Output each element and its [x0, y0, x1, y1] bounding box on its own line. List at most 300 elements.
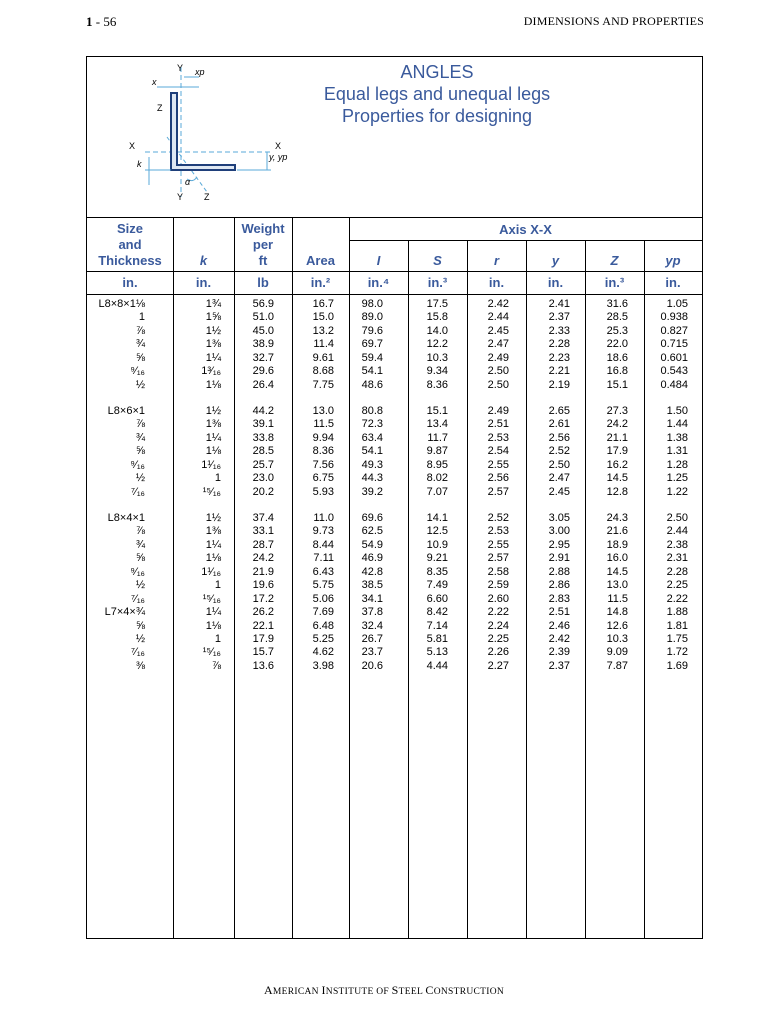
column-I [349, 298, 383, 392]
table-cell: 2.22 [487, 606, 509, 619]
table-cell: ½ [135, 378, 145, 391]
column-weight [234, 405, 274, 499]
table-cell: 38.5 [361, 579, 383, 592]
table-cell: ⅝ [135, 445, 145, 458]
table-cell: ⅞ [211, 659, 221, 672]
table-cell: 2.50 [548, 458, 570, 471]
unit-I: in.⁴ [367, 275, 390, 290]
table-cell: 98.0 [361, 298, 383, 310]
table-cell: 26.7 [361, 632, 383, 645]
table-cell: 32.7 [252, 351, 274, 364]
table-cell: 2.37 [548, 659, 570, 672]
table-cell: 2.56 [487, 472, 509, 485]
column-weight [234, 512, 274, 673]
column-size [89, 512, 145, 673]
table-cell: 49.3 [361, 458, 383, 471]
table-cell: 0.484 [660, 378, 688, 391]
table-cell: 8.02 [426, 472, 448, 485]
table-cell: 59.4 [361, 351, 383, 364]
unit-yp: in. [665, 275, 681, 290]
table-cell: 15.1 [426, 405, 448, 417]
table-cell: 28.5 [606, 311, 628, 324]
column-k [173, 298, 221, 392]
table-cell: 34.1 [361, 592, 383, 605]
table-cell: 7.07 [426, 485, 448, 498]
table-cell: 1½ [205, 512, 221, 524]
table-cell: 2.51 [487, 418, 509, 431]
column-size [89, 405, 145, 499]
unit-area: in.² [310, 275, 331, 290]
table-cell: 2.59 [487, 579, 509, 592]
header-k: k [199, 253, 208, 268]
table-cell: 27.3 [606, 405, 628, 417]
table-cell: 72.3 [361, 418, 383, 431]
column-Z [585, 405, 628, 499]
table-cell: 11.7 [427, 431, 448, 444]
table-cell: 1.69 [666, 659, 688, 672]
table-cell: 89.0 [361, 311, 383, 324]
table-cell: 1½ [205, 405, 221, 417]
table-cell: 11.5 [607, 592, 628, 605]
table-cell: 2.28 [548, 338, 570, 351]
table-cell: 8.95 [426, 458, 448, 471]
table-cell: 0.715 [660, 338, 688, 351]
title-line-1: ANGLES [400, 62, 474, 82]
table-cell: ⁹⁄₁₆ [130, 365, 145, 378]
table-cell: 2.55 [487, 458, 509, 471]
table-cell: 1³⁄₁₆ [201, 365, 221, 378]
running-head: DIMENSIONS AND PROPERTIES [523, 14, 704, 28]
header-I: I [376, 253, 381, 268]
table-cell: 2.21 [548, 365, 570, 378]
table-cell: 1¼ [205, 538, 221, 551]
table-cell: 23.7 [361, 646, 383, 659]
table-cell: 2.95 [548, 538, 570, 551]
table-cell: 2.25 [666, 579, 688, 592]
table-cell: 24.2 [606, 418, 628, 431]
table-cell: 0.827 [660, 324, 688, 337]
table-cell: 17.9 [252, 632, 274, 645]
table-cell: 2.49 [487, 351, 509, 364]
page-number: 1 - 56 [86, 14, 117, 29]
table-cell: 37.8 [361, 606, 383, 619]
column-I [349, 405, 383, 499]
diagram-label-z-bottom: Z [204, 192, 210, 202]
header-axis-xx: Axis X-X [499, 222, 552, 237]
unit-y: in. [547, 275, 564, 290]
table-cell: 2.42 [548, 632, 570, 645]
table-cell: 1.05 [666, 298, 688, 310]
table-cell: 63.4 [361, 431, 383, 444]
table-cell: 2.53 [487, 431, 509, 444]
table-cell: 24.3 [606, 512, 628, 524]
column-r [467, 512, 509, 673]
column-y [526, 512, 570, 673]
table-cell: 13.0 [312, 405, 334, 417]
table-cell: 13.0 [606, 579, 628, 592]
table-cell: 44.3 [361, 472, 383, 485]
table-cell: 2.44 [487, 311, 509, 324]
table-cell: 4.62 [312, 646, 334, 659]
table-cell: 12.8 [606, 485, 628, 498]
table-cell: ⅞ [135, 324, 145, 337]
table-cell: 19.6 [252, 579, 274, 592]
table-cell: 1½ [205, 324, 221, 337]
table-cell: 11.5 [313, 418, 334, 431]
table-cell: 2.88 [548, 565, 570, 578]
table-cell: ⅞ [135, 525, 145, 538]
table-cell: ¾ [135, 431, 145, 444]
table-cell: 6.48 [312, 619, 334, 632]
unit-S: in.³ [427, 275, 448, 290]
column-yp [644, 298, 688, 392]
column-y [526, 298, 570, 392]
table-cell: 14.8 [606, 606, 628, 619]
table-cell: 7.56 [312, 458, 334, 471]
table-cell: ¾ [135, 538, 145, 551]
table-cell: 26.2 [252, 606, 274, 619]
table-cell: 12.2 [426, 338, 448, 351]
table-cell: 33.1 [252, 525, 274, 538]
table-cell: 2.50 [487, 365, 509, 378]
table-cell: 2.91 [548, 552, 570, 565]
table-cell: 2.57 [487, 485, 509, 498]
table-cell: 54.9 [361, 538, 383, 551]
table-cell: 1.22 [666, 485, 688, 498]
table-cell: 15.1 [606, 378, 628, 391]
table-cell: 21.1 [606, 431, 628, 444]
table-cell: 2.28 [666, 565, 688, 578]
column-k [173, 512, 221, 673]
table-cell: 3.00 [548, 525, 570, 538]
table-cell: 1.31 [666, 445, 688, 458]
table-cell: 2.44 [666, 525, 688, 538]
table-cell: 7.11 [313, 552, 334, 565]
table-cell: 17.2 [252, 592, 274, 605]
table-cell: ¹⁵⁄₁₆ [202, 646, 221, 659]
table-cell: 2.45 [487, 324, 509, 337]
table-cell: ¹⁵⁄₁₆ [202, 592, 221, 605]
table-cell: 29.6 [252, 365, 274, 378]
table-cell: ½ [135, 472, 145, 485]
table-cell: 16.7 [312, 298, 334, 310]
table-cell: 2.27 [487, 659, 509, 672]
table-cell: 2.55 [487, 538, 509, 551]
table-cell: 2.53 [487, 525, 509, 538]
table-cell: 2.49 [487, 405, 509, 417]
table-cell: 1.75 [666, 632, 688, 645]
header-yp: yp [665, 253, 681, 268]
diagram-label-xp: xp [195, 67, 205, 77]
table-cell: 4.44 [426, 659, 448, 672]
table-cell: 2.61 [548, 418, 570, 431]
table-cell: 26.4 [252, 378, 274, 391]
table-cell: 17.5 [426, 298, 448, 310]
table-cell: ⅞ [135, 418, 145, 431]
header-r: r [493, 253, 500, 268]
title-line-3: Properties for designing [341, 106, 533, 126]
table-cell: ⁷⁄₁₆ [131, 592, 145, 605]
table-cell: 1¹⁄₁₆ [201, 565, 221, 578]
table-cell: ¹⁵⁄₁₆ [202, 485, 221, 498]
table-cell: 5.93 [312, 485, 334, 498]
table-cell: 12.5 [426, 525, 448, 538]
table-cell: ⅝ [135, 619, 145, 632]
table-cell: 48.6 [361, 378, 383, 391]
table-cell: 1⅝ [205, 311, 221, 324]
column-S [408, 512, 448, 673]
diagram-label-k: k [137, 159, 142, 169]
table-cell: 8.68 [312, 365, 334, 378]
table-cell: 28.7 [252, 538, 274, 551]
table-cell: 16.2 [606, 458, 628, 471]
table-cell: 44.2 [252, 405, 274, 417]
table-cell: 7.75 [312, 378, 334, 391]
table-cell: 1.88 [666, 606, 688, 619]
table-cell: 1⅜ [205, 525, 221, 538]
table-cell: ⁷⁄₁₆ [131, 646, 145, 659]
table-cell: 33.8 [252, 431, 274, 444]
table-cell: 56.9 [252, 298, 274, 310]
table-cell: 1¼ [205, 606, 221, 619]
table-cell: ½ [135, 632, 145, 645]
table-cell: 13.4 [426, 418, 448, 431]
table-cell: 2.33 [548, 324, 570, 337]
table-cell: ¾ [135, 338, 145, 351]
column-y [526, 405, 570, 499]
column-r [467, 298, 509, 392]
table-cell: 54.1 [361, 445, 383, 458]
column-k [173, 405, 221, 499]
unit-Z: in.³ [604, 275, 625, 290]
table-cell: 13.6 [252, 659, 274, 672]
table-cell: 2.41 [548, 298, 570, 310]
table-cell: 2.38 [666, 538, 688, 551]
table-cell: 2.46 [548, 619, 570, 632]
table-cell: 2.39 [548, 646, 570, 659]
header-y: y [551, 253, 560, 268]
diagram-label-x-right: X [275, 141, 282, 151]
table-cell: 39.2 [361, 485, 383, 498]
table-frame [86, 56, 703, 939]
column-S [408, 298, 448, 392]
table-cell: L7×4×¾ [104, 606, 145, 619]
table-cell: 14.5 [606, 472, 628, 485]
table-cell: 46.9 [361, 552, 383, 565]
column-weight [234, 298, 274, 392]
table-cell: 9.34 [426, 365, 448, 378]
table-cell: 1⅜ [205, 418, 221, 431]
table-cell: 5.81 [426, 632, 448, 645]
table-cell: 5.25 [312, 632, 334, 645]
table-cell: 5.13 [426, 646, 448, 659]
table-cell: 42.8 [361, 565, 383, 578]
table-cell: 1¾ [205, 298, 221, 310]
table-cell: 1 [214, 472, 221, 485]
table-cell: 2.47 [548, 472, 570, 485]
table-cell: 38.9 [252, 338, 274, 351]
column-area [292, 298, 334, 392]
table-cell: 8.44 [312, 538, 334, 551]
table-cell: 1.72 [666, 646, 688, 659]
table-cell: 6.75 [312, 472, 334, 485]
table-cell: 54.1 [361, 365, 383, 378]
table-cell: 2.83 [548, 592, 570, 605]
footer-publisher: AMERICAN INSTITUTE OF STEEL CONSTRUCTION [263, 983, 505, 997]
table-cell: ⅜ [135, 659, 145, 672]
table-cell: 69.6 [361, 512, 383, 524]
diagram-label-alpha: α [185, 177, 191, 187]
table-cell: 8.35 [426, 565, 448, 578]
column-yp [644, 512, 688, 673]
table-cell: 24.2 [252, 552, 274, 565]
table-cell: 37.4 [252, 512, 274, 524]
table-cell: 9.61 [312, 351, 334, 364]
table-cell: 2.52 [487, 512, 509, 524]
table-cell: 8.42 [426, 606, 448, 619]
column-S [408, 405, 448, 499]
table-cell: 14.0 [426, 324, 448, 337]
table-cell: ½ [135, 579, 145, 592]
table-cell: 9.87 [426, 445, 448, 458]
table-cell: 20.6 [361, 659, 383, 672]
table-cell: 15.0 [312, 311, 334, 324]
table-cell: 2.60 [487, 592, 509, 605]
table-cell: 14.1 [426, 512, 448, 524]
table-cell: 9.94 [312, 431, 334, 444]
table-cell: 2.50 [487, 378, 509, 391]
table-cell: ⅝ [135, 351, 145, 364]
table-cell: 1.50 [666, 405, 688, 417]
table-cell: 1⅛ [205, 445, 221, 458]
table-cell: 1¹⁄₁₆ [201, 458, 221, 471]
table-cell: 28.5 [252, 445, 274, 458]
table-cell: 1¼ [205, 351, 221, 364]
table-cell: 3.05 [548, 512, 570, 524]
table-cell: 25.7 [252, 458, 274, 471]
title-line-2: Equal legs and unequal legs [323, 84, 551, 104]
table-cell: 1⅛ [205, 619, 221, 632]
unit-weight: lb [257, 275, 269, 290]
header-S: S [433, 253, 442, 268]
table-cell: ⁹⁄₁₆ [130, 458, 145, 471]
unit-k: in. [195, 275, 212, 290]
unit-r: in. [488, 275, 505, 290]
table-cell: 7.87 [606, 659, 628, 672]
table-cell: 6.43 [312, 565, 334, 578]
table-cell: ⅝ [135, 552, 145, 565]
table-cell: 1 [214, 632, 221, 645]
table-cell: 5.75 [312, 579, 334, 592]
table-cell: 2.19 [548, 378, 570, 391]
table-cell: 2.26 [487, 646, 509, 659]
table-cell: 2.57 [487, 552, 509, 565]
table-cell: 2.22 [666, 592, 688, 605]
table-cell: 51.0 [252, 311, 274, 324]
table-cell: 11.4 [313, 338, 334, 351]
column-size [89, 298, 145, 392]
table-cell: 2.86 [548, 579, 570, 592]
table-cell: 1⅛ [205, 378, 221, 391]
table-cell: 45.0 [252, 324, 274, 337]
table-cell: 1.44 [666, 418, 688, 431]
table-cell: 0.938 [660, 311, 688, 324]
table-cell: 20.2 [252, 485, 274, 498]
table-cell: 9.09 [606, 646, 628, 659]
table-cell: 1.81 [666, 619, 688, 632]
table-cell: 1⅛ [205, 552, 221, 565]
table-cell: 32.4 [361, 619, 383, 632]
table-cell: 12.6 [606, 619, 628, 632]
table-cell: 39.1 [252, 418, 274, 431]
table-cell: 8.36 [312, 445, 334, 458]
table-cell: 16.0 [606, 552, 628, 565]
table-cell: 2.25 [487, 632, 509, 645]
column-area [292, 405, 334, 499]
table-cell: 10.3 [606, 632, 628, 645]
table-cell: 1.28 [666, 458, 688, 471]
table-cell: 2.51 [548, 606, 570, 619]
column-yp [644, 405, 688, 499]
header-size: Size and Thickness [98, 221, 162, 268]
table-cell: 15.7 [252, 646, 274, 659]
table-cell: 10.9 [426, 538, 448, 551]
column-Z [585, 512, 628, 673]
column-area [292, 512, 334, 673]
table-cell: L8×6×1 [107, 405, 145, 417]
header-weight: Weight per ft [241, 221, 285, 268]
table-cell: 21.6 [606, 525, 628, 538]
table-cell: 14.5 [606, 565, 628, 578]
table-cell: 2.23 [548, 351, 570, 364]
table-cell: 16.8 [606, 365, 628, 378]
table-cell: L8×4×1 [107, 512, 145, 524]
table-cell: 3.98 [312, 659, 334, 672]
table-cell: 69.7 [361, 338, 383, 351]
table-cell: 5.06 [312, 592, 334, 605]
table-cell: ⁷⁄₁₆ [131, 485, 145, 498]
table-cell: 1 [138, 311, 145, 324]
table-cell: 7.49 [426, 579, 448, 592]
table-cell: 9.73 [312, 525, 334, 538]
diagram-label-y-top: Y [177, 63, 184, 73]
table-cell: 18.9 [606, 538, 628, 551]
header-Z: Z [610, 253, 619, 268]
table-cell: 8.36 [426, 378, 448, 391]
table-cell: 6.60 [426, 592, 448, 605]
table-cell: 2.58 [487, 565, 509, 578]
table-cell: 22.0 [606, 338, 628, 351]
table-cell: 2.50 [666, 512, 688, 524]
table-cell: 0.601 [660, 351, 688, 364]
table-cell: 2.24 [487, 619, 509, 632]
table-cell: 1.38 [666, 431, 688, 444]
diagram-label-x-small: x [152, 77, 157, 87]
table-cell: 1 [214, 579, 221, 592]
table-cell: 2.65 [548, 405, 570, 417]
table-cell: 21.9 [252, 565, 274, 578]
unit-size: in. [122, 275, 138, 290]
table-cell: 2.37 [548, 311, 570, 324]
table-cell: 7.14 [426, 619, 448, 632]
table-cell: 1⅜ [205, 338, 221, 351]
table-cell: 2.52 [548, 445, 570, 458]
table-cell: 2.45 [548, 485, 570, 498]
header-area: Area [306, 253, 335, 268]
table-cell: 25.3 [606, 324, 628, 337]
table-cell: 2.31 [666, 552, 688, 565]
table-cell: 1.25 [666, 472, 688, 485]
